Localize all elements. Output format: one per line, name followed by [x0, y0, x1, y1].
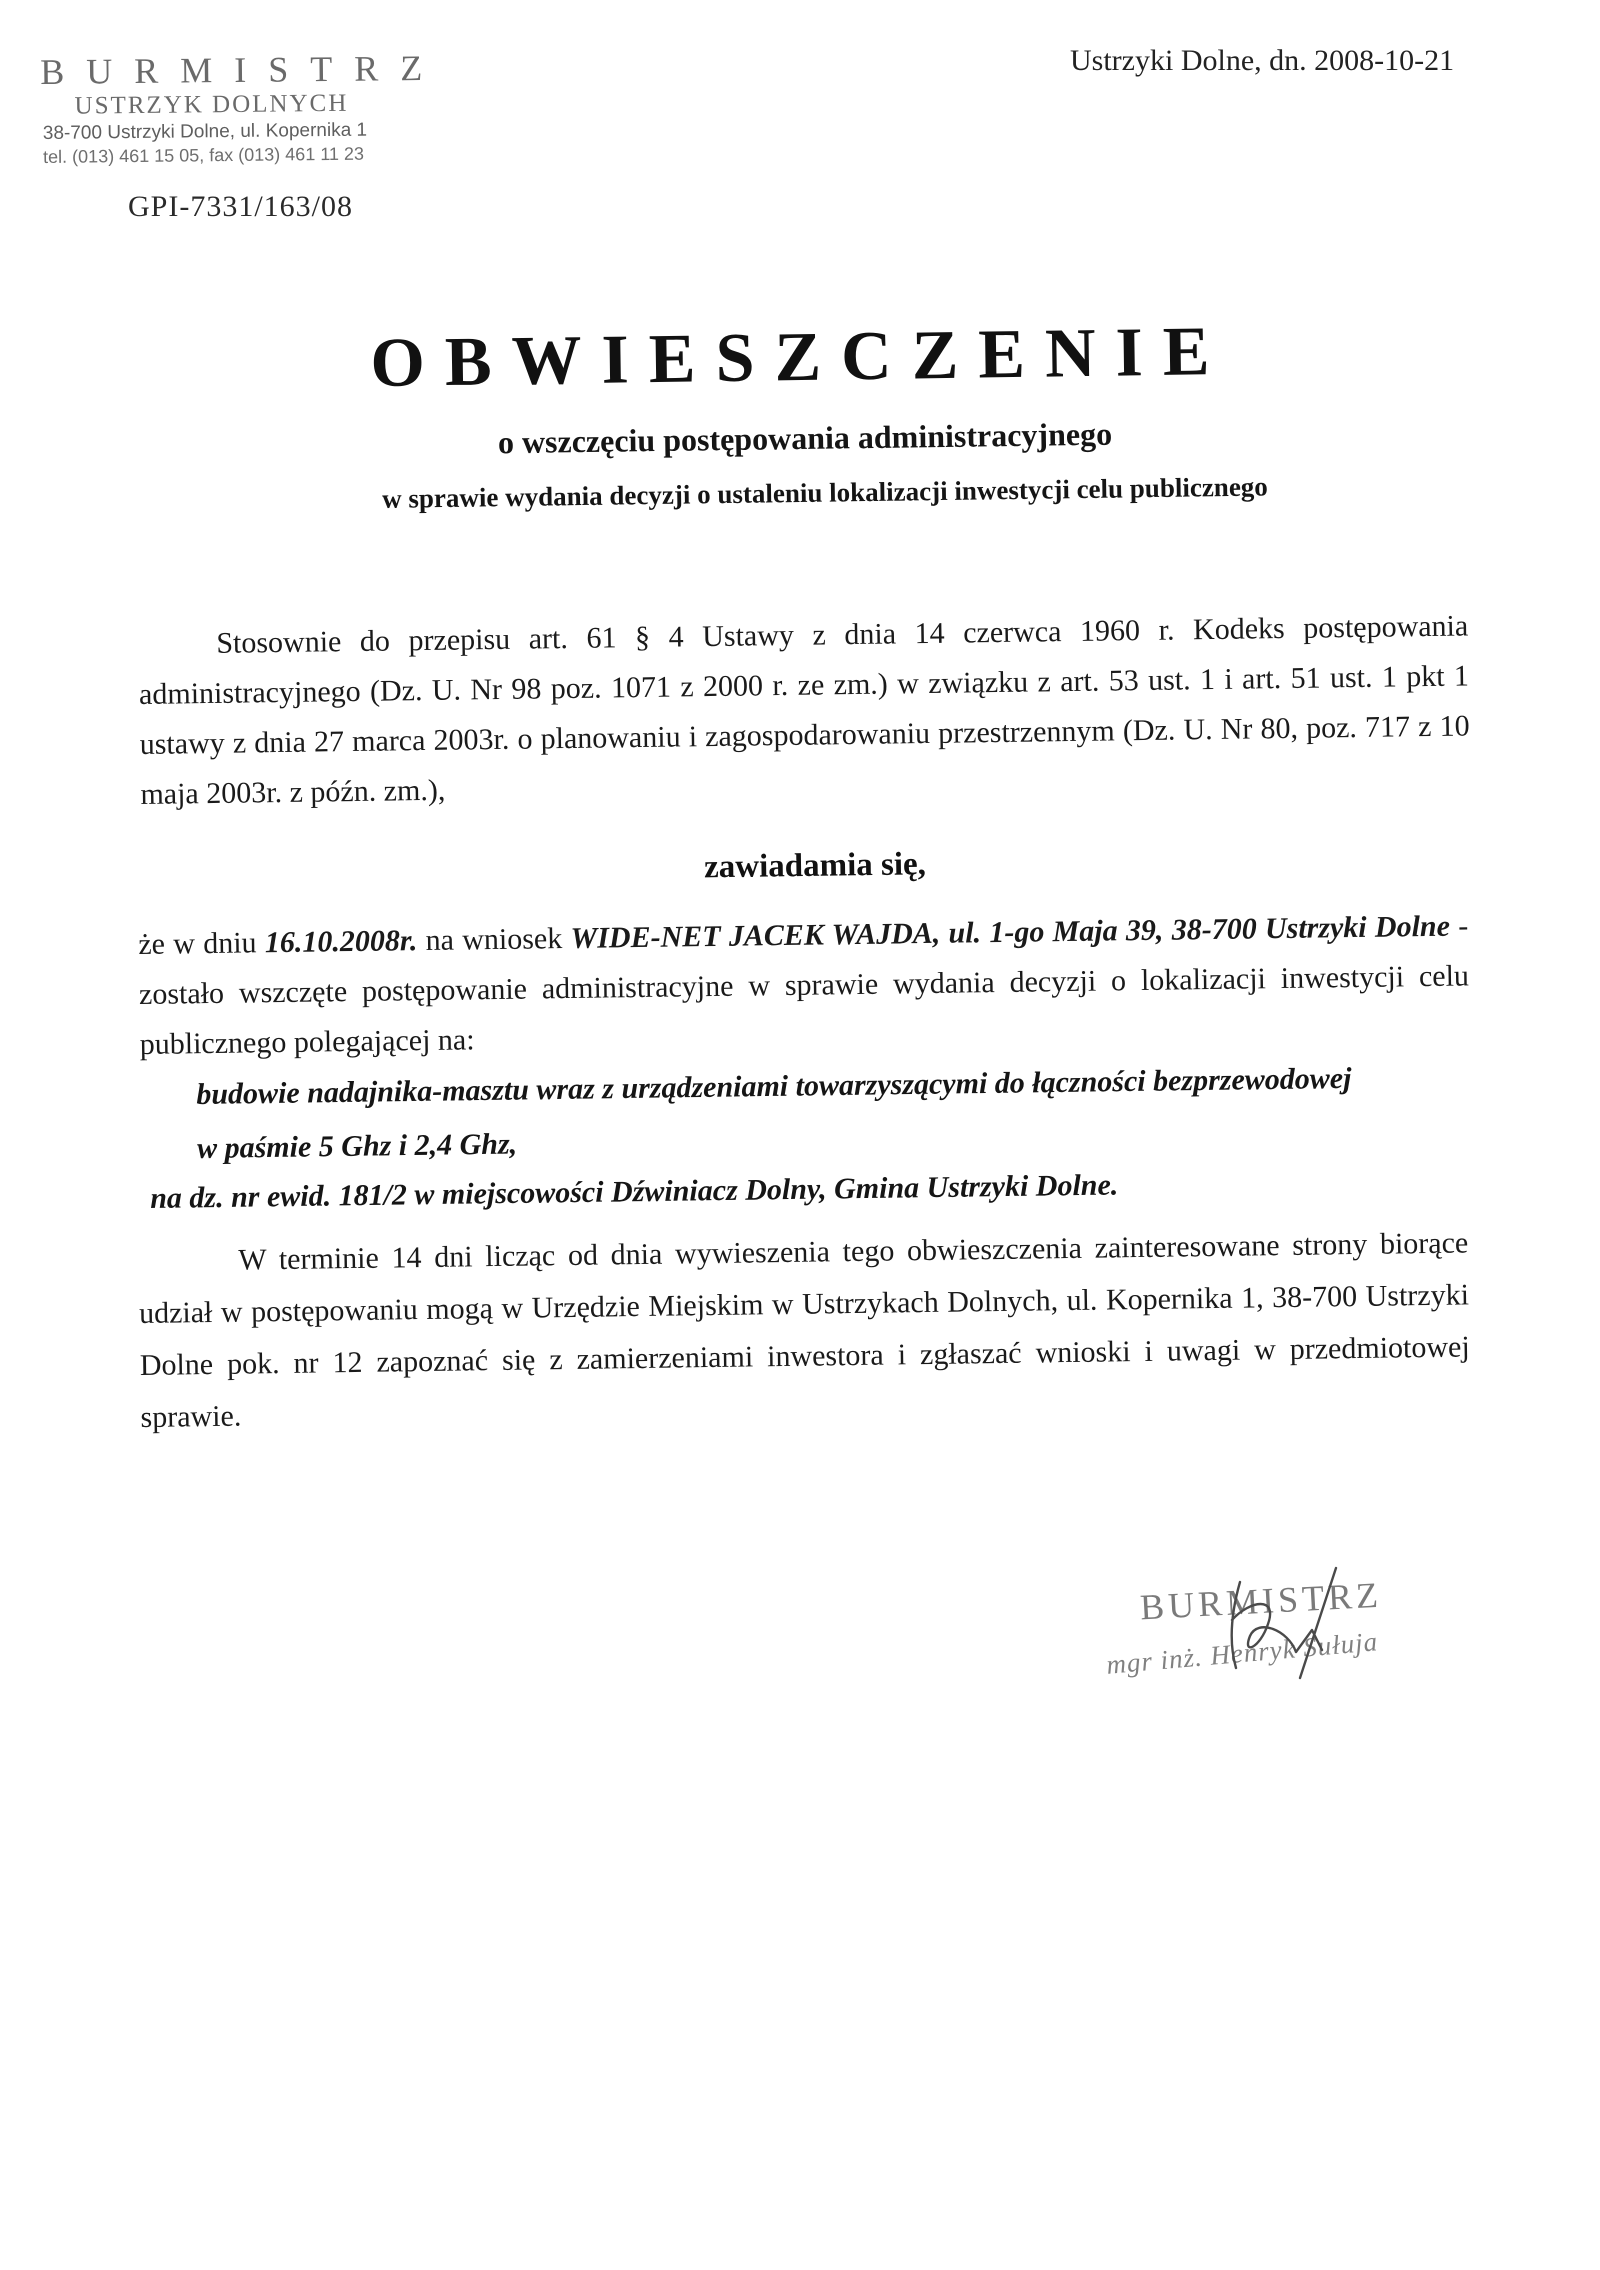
document-subtitle-1: o wszczęciu postępowania administracyjnego	[497, 415, 1113, 461]
office-stamp	[40, 47, 445, 168]
reference-number: GPI-7331/163/08	[128, 190, 353, 223]
notice-heading: zawiadamia się,	[703, 846, 927, 886]
handwritten-signature	[1100, 1560, 1420, 1700]
legal-basis-paragraph: Stosownie do przepisu art. 61 § 4 Ustawy z dnia 14 czerwca 1960 r. Kodeks postępowania administracyjnego (Dz. U. Nr 98 poz. 1071 z 2000 r. ze zm.) w związku z art. 53 ust. 1 i art. 51 ust. 1 pkt 1 ustawy z dnia 27 marca 2003r. o planowaniu i zagospodarowaniu przestrzennym (Dz. U. Nr 80, poz. 717 z 10 maja 2003r. z późn. zm.),	[138, 609, 1470, 811]
continuation-text: - zostało wszczęte postępowanie administracyjne w sprawie wydania decyzji o lokalizacji inwestycji celu publicznego polegającej na:	[138, 909, 1470, 1061]
signature-stamp	[1100, 1560, 1420, 1700]
stamp-title: BURMISTRZ	[40, 47, 445, 92]
place-date: Ustrzyki Dolne, dn. 2008-10-21	[1070, 44, 1455, 77]
intro-text: że w dniu	[138, 926, 257, 961]
applicant-name: WIDE-NET JACEK WAJDA, ul. 1-go Maja 39, 38-700 Ustrzyki Dolne	[570, 909, 1451, 955]
investment-description: budowie nadajnika-masztu wraz z urządzeniami towarzyszącymi do łączności bezprzewodowej w paśmie 5 Ghz i 2,4 Ghz,	[196, 1061, 1352, 1165]
stamp-subtitle: USTRZYK DOLNYCH	[74, 89, 349, 120]
signature-stamp-name: mgr inż. Henryk Sułuja	[1105, 1626, 1380, 1680]
signature-stamp-title: BURMISTRZ	[1139, 1574, 1383, 1628]
document-title: OBWIESZCZENIE	[369, 313, 1231, 402]
main-paragraph	[138, 901, 1470, 1070]
document-subtitle-2: w sprawie wydania decyzji o ustaleniu lokalizacji inwestycji celu publicznego	[381, 471, 1269, 514]
proceeding-date: 16.10.2008r.	[264, 924, 418, 960]
stamp-address: 38-700 Ustrzyki Dolne, ul. Kopernika 1	[42, 119, 368, 144]
plot-location: na dz. nr ewid. 181/2 w miejscowości Dźwiniacz Dolny, Gmina Ustrzyki Dolne.	[150, 1168, 1119, 1215]
deadline-paragraph: W terminie 14 dni licząc od dnia wywieszenia tego obwieszczenia zainteresowane strony biorące udział w postępowaniu mogą w Urzędzie Miejskim w Ustrzykach Dolnych, ul. Kopernika 1, 38-700 Ustrzyki Dolne pok. nr 12 zapoznać się z zamierzeniami inwestora i zgłaszać wnioski i uwagi w przedmiotowej sprawie.	[138, 1226, 1470, 1434]
request-text: na wniosek	[425, 922, 563, 957]
stamp-phone: tel. (013) 461 15 05, fax (013) 461 11 23	[42, 143, 365, 167]
